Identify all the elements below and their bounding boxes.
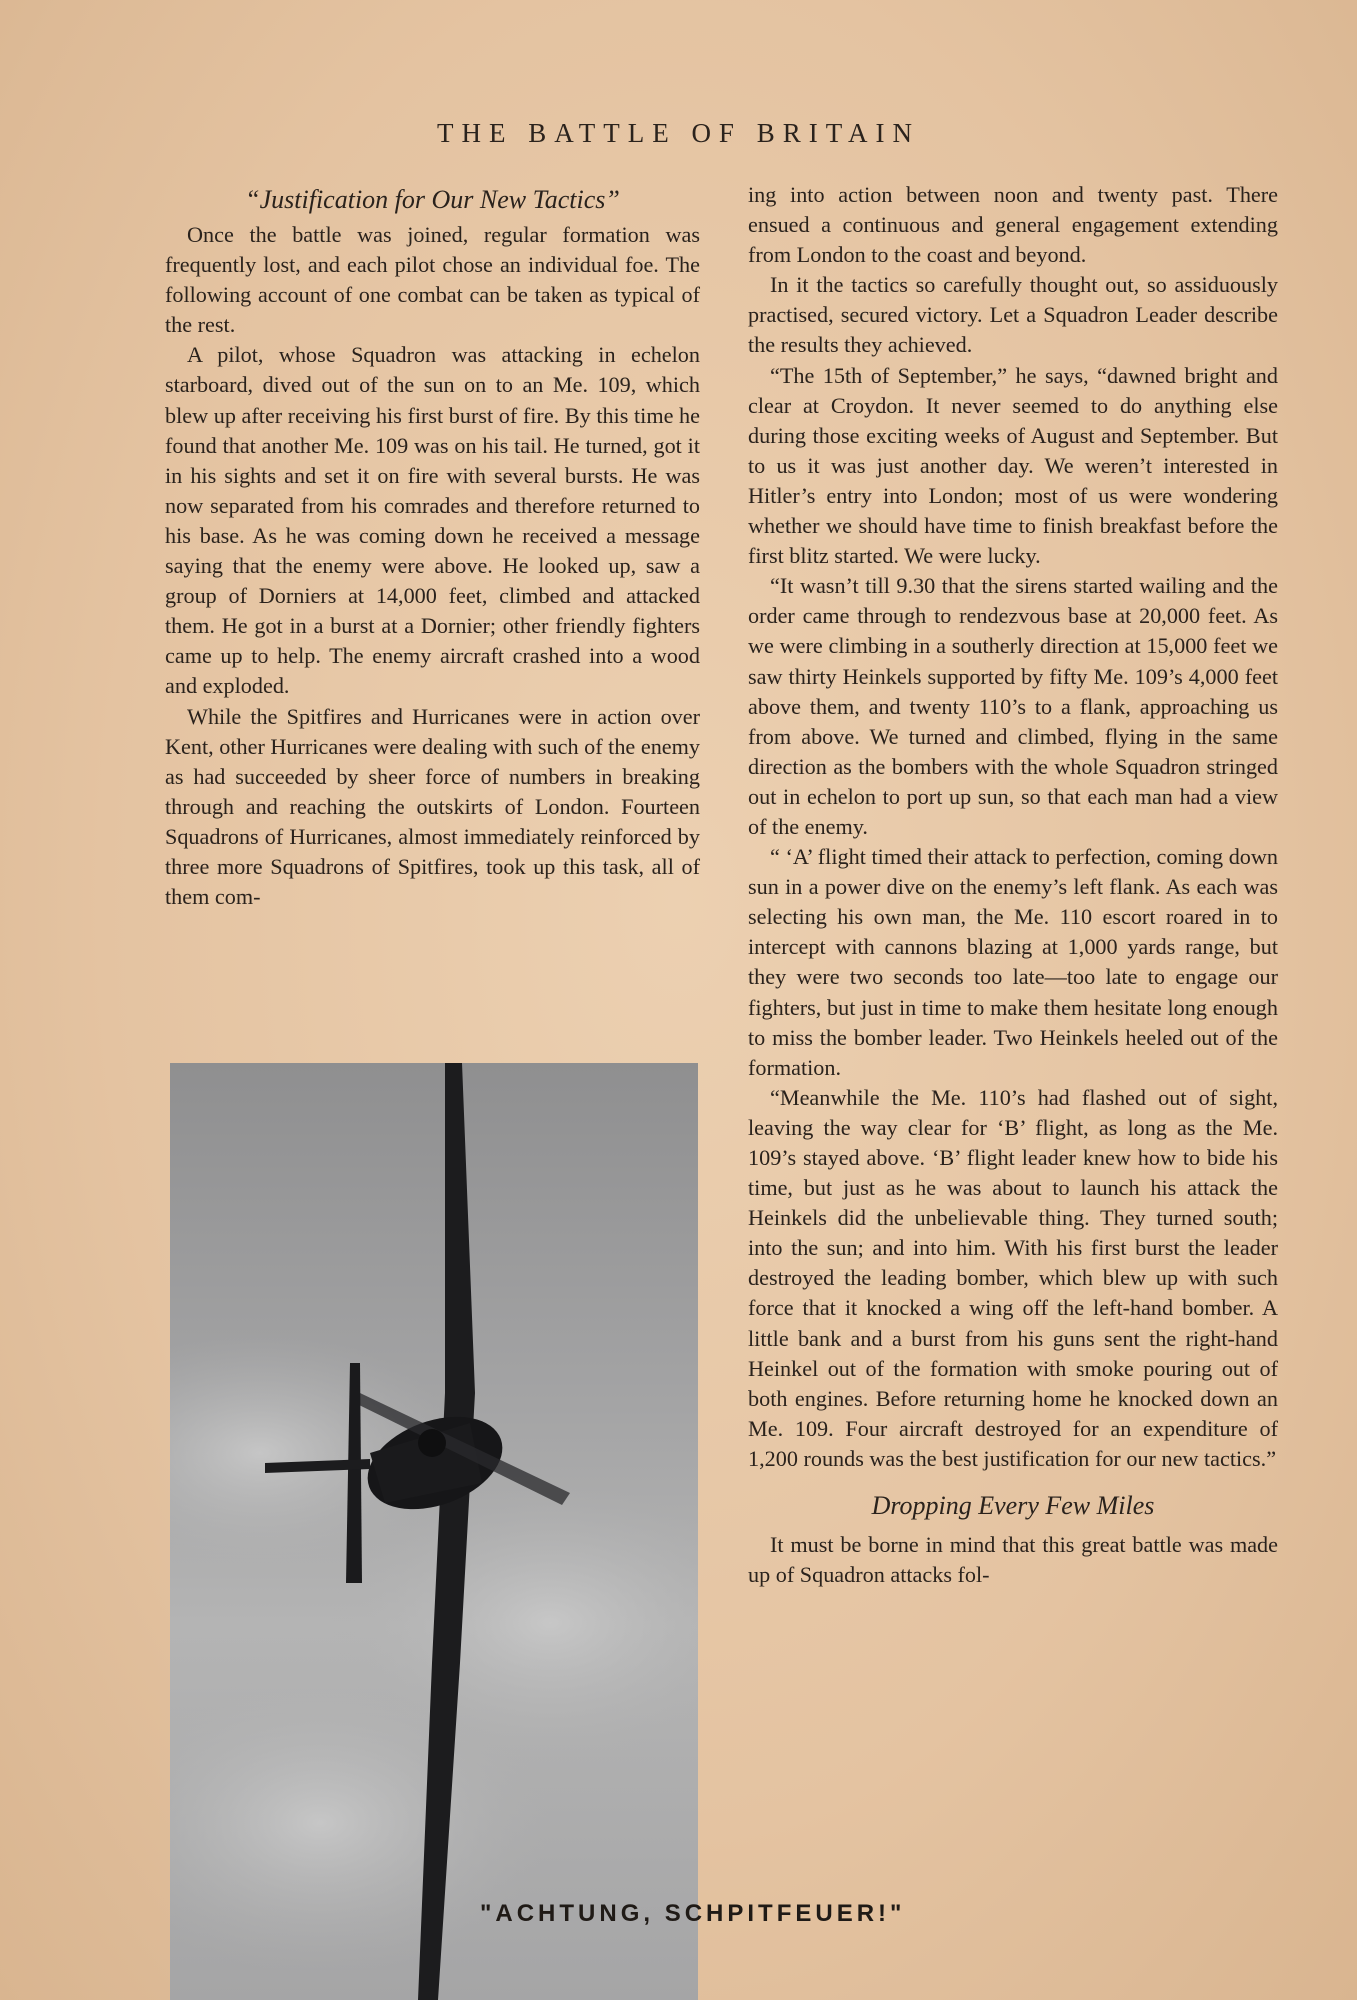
section-heading-justification: “Justification for Our New Tactics” [245,185,620,214]
spitfire-photo [170,1063,698,2000]
paragraph: It must be borne in mind that this great battle was made up of Squadron attacks fol- [748,1532,1278,1588]
paragraph: Once the battle was joined, regular formation was frequently lost, and each pilot chose an individual foe. The following account of one combat can be taken as typical of the rest. [165,222,700,338]
left-column [165,180,700,912]
paragraph: “The 15th of September,” he says, “dawned bright and clear at Croydon. It never seemed to do anything else during those exciting weeks of August and September. But to us it was just another day. We weren’t interested in Hitler’s entry into London; most of us were wondering whether we should have time to finish breakfast before the first blitz started. We were lucky. [748,362,1278,569]
paragraph: “Meanwhile the Me. 110’s had flashed out of sight, leaving the way clear for ‘B’ flight, as long as the Me. 109’s stayed above. ‘B’ flight leader knew how to bide his time, but just as he was about to launch his attack the Heinkels did the unbelievable thing. They turned south; into the sun; and into him. With his first burst the leader destroyed the leading bomber, which blew up with such force that it knocked a wing off the left-hand bomber. A little bank and a burst from his guns sent the right-hand Heinkel out of the formation with smoke pouring out of both engines. Before returning home he knocked down an Me. 109. Four aircraft destroyed for an expenditure of 1,200 rounds was the best justification for our new tactics.” [748,1084,1278,1471]
paragraph: ing into action between noon and twenty past. There ensued a continuous and general engagement extending from London to the coast and beyond. [748,182,1278,268]
spitfire-image [170,1063,698,2000]
paragraph: “ ‘A’ flight timed their attack to perfection, coming down sun in a power dive on the enemy’s left flank. As each was selecting his own man, the Me. 110 escort roared in to intercept with cannons blazing at 1,000 yards range, but they were two seconds too late—too late to engage our fighters, but just in time to make them hesitate long enough to miss the bomber leader. Two Heinkels heeled out of the formation. [748,844,1278,1080]
running-head: THE BATTLE OF BRITAIN [436,118,921,148]
paragraph: A pilot, whose Squadron was attacking in echelon starboard, dived out of the sun on to an Me. 109, which blew up after receiving his first burst of fire. By this time he found that another Me. 109 was on his tail. He turned, got it in his sights and set it on fire with several bursts. He was now separated from his comrades and therefore returned to his base. As he was coming down he received a message saying that the enemy were above. He looked up, saw a group of Dorniers at 14,000 feet, climbed and attacked them. He got in a burst at a Dornier; other friendly fighters came up to help. The enemy aircraft crashed into a wood and exploded. [165,342,700,699]
right-column [748,180,1278,1590]
paragraph: While the Spitfires and Hurricanes were in action over Kent, other Hurricanes were dealing with such of the enemy as had succeeded by sheer force of numbers in breaking through and reaching the outskirts of London. Fourteen Squadrons of Hurricanes, almost immediately reinforced by three more Squadrons of Spitfires, took up this task, all of them com- [165,703,700,910]
photo-caption: "ACHTUNG, SCHPITFEUER!" [480,1900,906,1927]
section-heading-dropping: Dropping Every Few Miles [871,1491,1155,1521]
paragraph: In it the tactics so carefully thought out, so assiduously practised, secured victory. Let a Squadron Leader describe the results they achieved. [748,272,1278,358]
paragraph: “It wasn’t till 9.30 that the sirens started wailing and the order came through to rendezvous base at 20,000 feet. As we were climbing in a southerly direction at 15,000 feet we saw thirty Heinkels supported by fifty Me. 109’s 4,000 feet above them, and twenty 110’s to a flank, approaching us from above. We turned and climbed, flying in the same direction as the bombers with the whole Squadron stringed out in echelon to port up sun, so that each man had a view of the enemy. [748,573,1278,839]
